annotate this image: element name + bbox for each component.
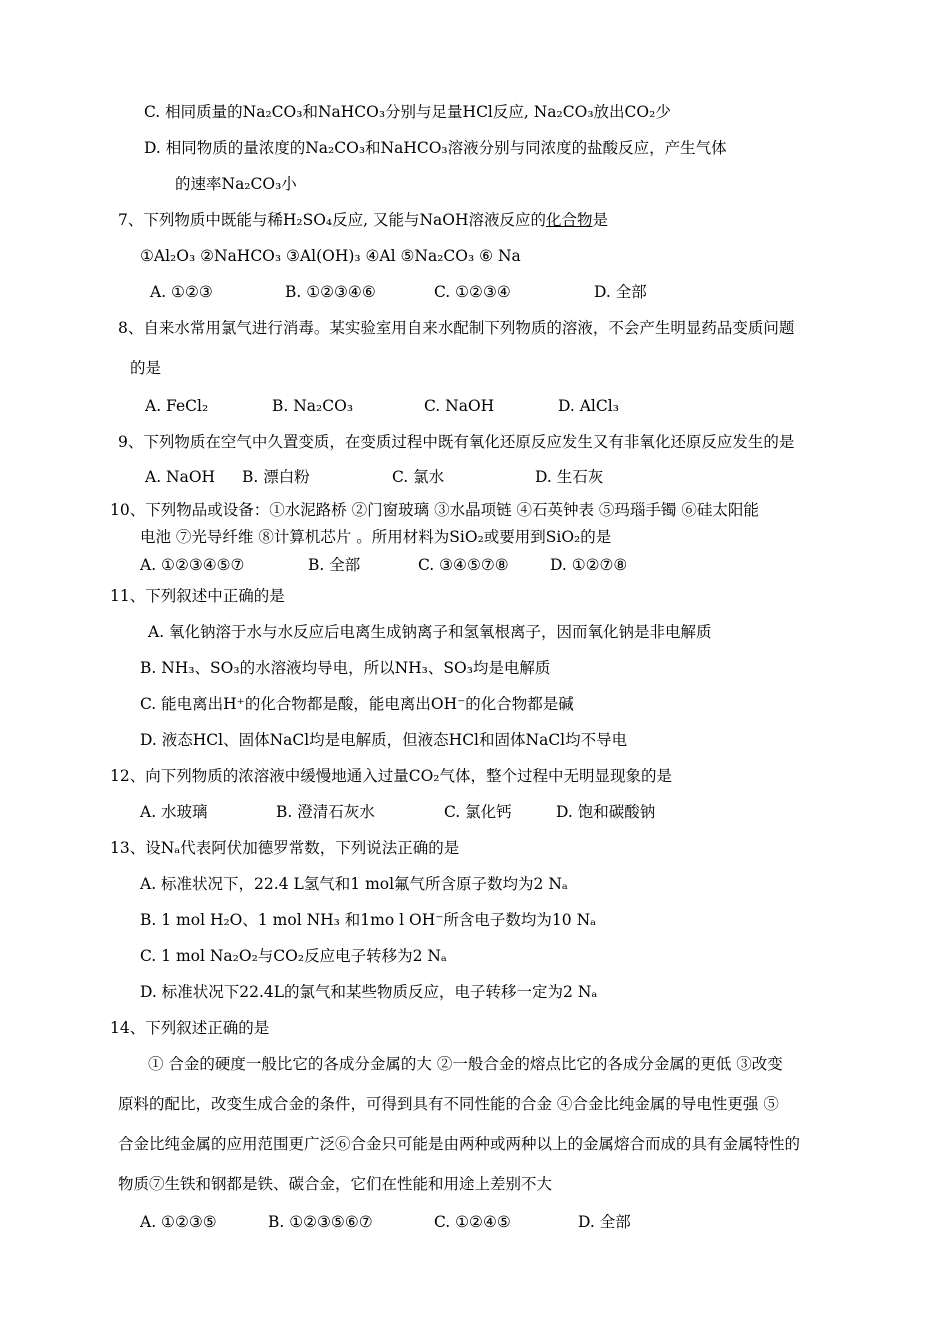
q11-option-a[interactable]: A. 氧化钠溶于水与水反应后电离生成钠离子和氢氧根离子，因而氧化钠是非电解质	[148, 623, 712, 641]
q8-option-a[interactable]: A. FeCl₂	[145, 397, 209, 415]
question-8-line1: 8、自来水常用氯气进行消毒。某实验室用自来水配制下列物质的溶液，不会产生明显药品变质问题	[118, 319, 795, 337]
q11-option-b[interactable]: B. NH₃、SO₃的水溶液均导电，所以NH₃、SO₃均是电解质	[140, 659, 551, 677]
q14-option-a[interactable]: A. ①②③⑤	[140, 1213, 217, 1231]
q7-option-d[interactable]: D. 全部	[594, 283, 647, 301]
q8-option-b[interactable]: B. Na₂CO₃	[272, 397, 354, 415]
q8-option-d[interactable]: D. AlCl₃	[558, 397, 619, 415]
q10-option-b[interactable]: B. 全部	[308, 556, 361, 574]
q14-option-d[interactable]: D. 全部	[578, 1213, 631, 1231]
q7-option-c[interactable]: C. ①②③④	[434, 283, 511, 301]
q10-option-c[interactable]: C. ③④⑤⑦⑧	[418, 556, 509, 574]
q9-option-c[interactable]: C. 氯水	[392, 468, 445, 486]
q9-option-a[interactable]: A. NaOH	[145, 468, 216, 486]
q13-option-b[interactable]: B. 1 mol H₂O、1 mol NH₃ 和1mo l OH⁻所含电子数均为10 Nₐ	[140, 911, 597, 929]
q10-option-a[interactable]: A. ①②③④⑤⑦	[140, 556, 245, 574]
q14-option-c[interactable]: C. ①②④⑤	[434, 1213, 511, 1231]
q14-option-b[interactable]: B. ①②③⑤⑥⑦	[268, 1213, 373, 1231]
q9-option-b[interactable]: B. 漂白粉	[242, 468, 310, 486]
question-14-para-line1: ① 合金的硬度一般比它的各成分金属的大 ②一般合金的熔点比它的各成分金属的更低 ③改变	[148, 1055, 783, 1073]
question-14-para-line2: 原料的配比，改变生成合金的条件，可得到具有不同性能的合金 ④合金比纯金属的导电性更强 ⑤	[118, 1095, 779, 1113]
q8-option-c[interactable]: C. NaOH	[424, 397, 495, 415]
question-7-items: ①Al₂O₃ ②NaHCO₃ ③Al(OH)₃ ④Al ⑤Na₂CO₃ ⑥ Na	[140, 247, 521, 265]
question-10-line1: 10、下列物品或设备：①水泥路桥 ②门窗玻璃 ③水晶项链 ④石英钟表 ⑤玛瑙手镯 ⑥硅太阳能	[110, 501, 759, 519]
question-14-para-line4: 物质⑦生铁和钢都是铁、碳合金，它们在性能和用途上差别不大	[118, 1175, 553, 1193]
question-13: 13、设Nₐ代表阿伏加德罗常数，下列说法正确的是	[110, 839, 460, 857]
q6-option-d-line2: 的速率Na₂CO₃小	[175, 175, 297, 193]
question-12: 12、向下列物质的浓溶液中缓慢地通入过量CO₂气体，整个过程中无明显现象的是	[110, 767, 673, 785]
question-7-end: 是	[592, 211, 609, 229]
question-7-underlined: 化合物	[546, 211, 593, 229]
question-14-para-line3: 合金比纯金属的应用范围更广泛⑥合金只可能是由两种或两种以上的金属熔合而成的具有金属特性的	[118, 1135, 801, 1153]
q9-option-d[interactable]: D. 生石灰	[535, 468, 604, 486]
question-11: 11、下列叙述中正确的是	[110, 587, 285, 605]
q12-option-a[interactable]: A. 水玻璃	[140, 803, 208, 821]
q13-option-c[interactable]: C. 1 mol Na₂O₂与CO₂反应电子转移为2 Nₐ	[140, 947, 447, 965]
q6-option-d-line1: D. 相同物质的量浓度的Na₂CO₃和NaHCO₃溶液分别与同浓度的盐酸反应，产生气体	[144, 139, 727, 157]
q7-option-b[interactable]: B. ①②③④⑥	[285, 283, 376, 301]
q12-option-d[interactable]: D. 饱和碳酸钠	[556, 803, 656, 821]
question-10-line2: 电池 ⑦光导纤维 ⑧计算机芯片 。所用材料为SiO₂或要用到SiO₂的是	[140, 528, 612, 546]
q7-option-a[interactable]: A. ①②③	[150, 283, 213, 301]
q6-option-c: C. 相同质量的Na₂CO₃和NaHCO₃分别与足量HCl反应, Na₂CO₃放出CO₂少	[144, 103, 671, 121]
q13-option-d[interactable]: D. 标准状况下22.4L的氯气和某些物质反应，电子转移一定为2 Nₐ	[140, 983, 598, 1001]
question-14: 14、下列叙述正确的是	[110, 1019, 270, 1037]
q12-option-b[interactable]: B. 澄清石灰水	[276, 803, 375, 821]
q11-option-d[interactable]: D. 液态HCl、固体NaCl均是电解质，但液态HCl和固体NaCl均不导电	[140, 731, 628, 749]
q12-option-c[interactable]: C. 氯化钙	[444, 803, 512, 821]
question-9: 9、下列物质在空气中久置变质，在变质过程中既有氧化还原反应发生又有非氧化还原反应发生的是	[118, 433, 795, 451]
q10-option-d[interactable]: D. ①②⑦⑧	[550, 556, 628, 574]
question-7	[118, 210, 608, 230]
question-8-line2: 的是	[130, 359, 162, 377]
q11-option-c[interactable]: C. 能电离出H⁺的化合物都是酸，能电离出OH⁻的化合物都是碱	[140, 695, 574, 713]
question-7-text: 7、下列物质中既能与稀H₂SO₄反应, 又能与NaOH溶液反应的	[118, 211, 547, 229]
q13-option-a[interactable]: A. 标准状况下，22.4 L氢气和1 mol氟气所含原子数均为2 Nₐ	[140, 875, 568, 893]
